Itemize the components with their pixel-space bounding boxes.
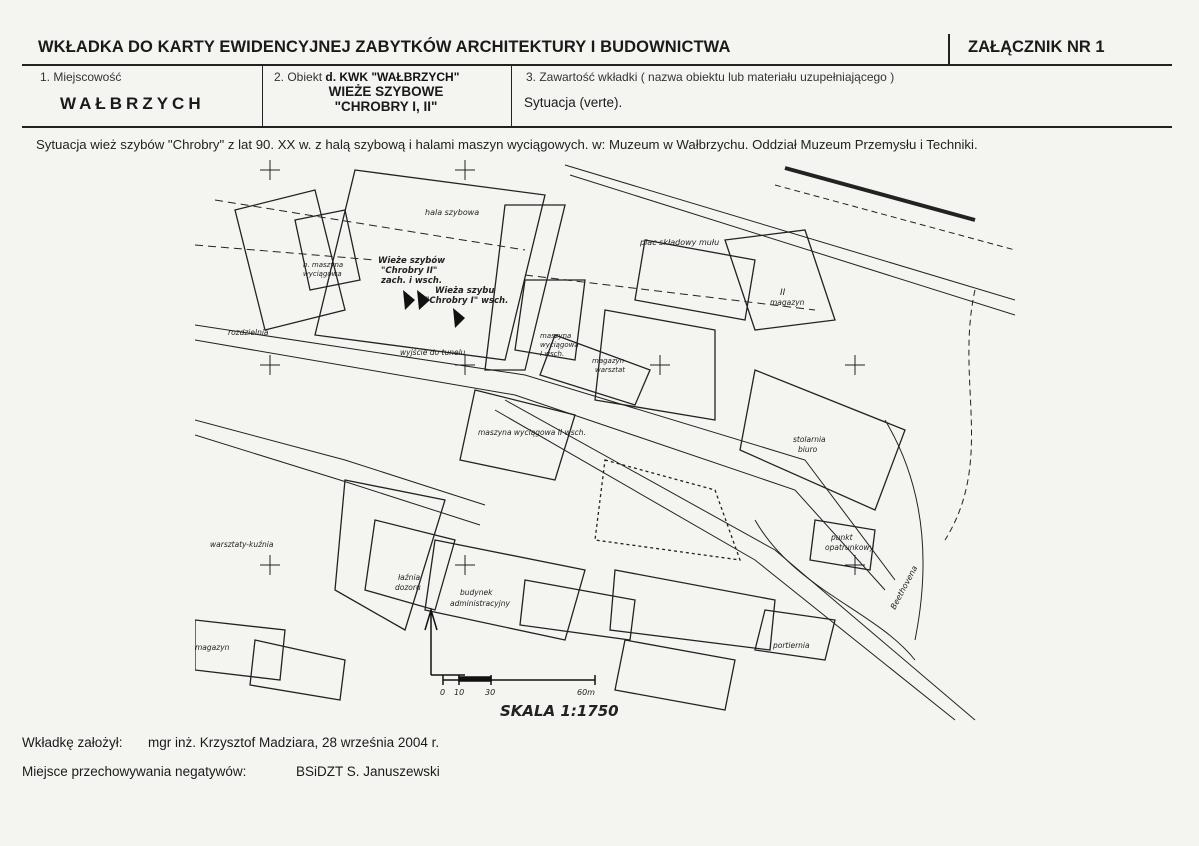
fields-rule bbox=[22, 126, 1172, 128]
scale-tick-10: 10 bbox=[454, 688, 465, 697]
object-name-line-2: "CHROBRY I, II" bbox=[334, 99, 438, 114]
scale-tick-0: 0 bbox=[440, 688, 446, 697]
annex-number: ZAŁĄCZNIK NR 1 bbox=[968, 38, 1105, 56]
place-label: 1. Miejscowość bbox=[40, 70, 122, 84]
label-maszyna-iwsch-1: maszyna bbox=[540, 332, 572, 340]
label-beethovena: Beethovena bbox=[888, 564, 920, 611]
label-punkt-2: opatrunkowy bbox=[825, 543, 874, 552]
storage-value: BSiDZT S. Januszewski bbox=[296, 764, 440, 779]
label-maszyna-zach-2: wyciągowa bbox=[303, 270, 342, 278]
label-wieza-1: Wieża szybu bbox=[435, 286, 495, 296]
map-caption: Sytuacja wież szybów "Chrobry" z lat 90. XX w. z halą szybową i halami maszyn wyciągowych. w: Muzeum w Wałbrzychu. Oddział Muzeum Przemysłu i Techniki. bbox=[36, 137, 978, 152]
label-stolarnia-1: stolarnia bbox=[793, 435, 826, 444]
label-punkt-1: punkt bbox=[831, 533, 853, 542]
label-plac: plac składowy mułu bbox=[640, 238, 720, 247]
label-magazyn-warsztat-1: magazyn- bbox=[592, 357, 627, 365]
founded-value: mgr inż. Krzysztof Madziara, 28 września 2004 r. bbox=[148, 735, 440, 750]
scale-label: SKALA 1:1750 bbox=[500, 702, 619, 720]
label-budynek-1: budynek bbox=[460, 588, 493, 597]
label-rozdzielnia: rozdzielnia bbox=[228, 328, 269, 337]
label-magazyn-ii-2: magazyn bbox=[770, 298, 805, 307]
object-name-line-1: WIEŻE SZYBOWE bbox=[328, 84, 444, 99]
label-wieza-2: "Chrobry I" wsch. bbox=[425, 296, 509, 306]
label-laznia-1: łaźnia bbox=[398, 573, 421, 582]
object-label: 2. Obiekt d. KWK "WAŁBRZYCH" bbox=[274, 70, 460, 84]
place-value: WAŁBRZYCH bbox=[60, 94, 205, 113]
label-wyjscie: wyjście do tunelu bbox=[400, 348, 466, 357]
label-magazyn-ii-1: II bbox=[780, 288, 786, 298]
label-maszyna-iiwsch: maszyna wyciągowa II wsch. bbox=[478, 428, 586, 437]
founded-label: Wkładkę założył: bbox=[22, 735, 123, 750]
label-wieze-1: Wieże szybów bbox=[378, 256, 446, 266]
field-divider-2 bbox=[511, 64, 512, 126]
content-value: Sytuacja (verte). bbox=[524, 95, 623, 110]
site-plan-map bbox=[195, 160, 1015, 722]
storage-label: Miejsce przechowywania negatywów: bbox=[22, 764, 247, 779]
label-portiernia: portiernia bbox=[773, 641, 810, 650]
label-budynek-2: administracyjny bbox=[450, 599, 510, 608]
document-title: WKŁADKA DO KARTY EWIDENCYJNEJ ZABYTKÓW ARCHITEKTURY I BUDOWNICTWA bbox=[38, 38, 731, 56]
label-magazyn-low: magazyn bbox=[195, 643, 230, 652]
label-maszyna-iwsch-2: wyciągowa bbox=[540, 341, 579, 349]
label-maszyna-zach-1: b. maszyna bbox=[303, 261, 344, 269]
header-rule bbox=[22, 64, 1172, 66]
label-hala: hala szybowa bbox=[425, 208, 480, 217]
content-label: 3. Zawartość wkładki ( nazwa obiektu lub materiału uzupełniającego ) bbox=[526, 70, 895, 84]
scale-tick-60: 60m bbox=[577, 688, 595, 697]
label-wieze-2: "Chrobry II" bbox=[381, 266, 438, 276]
label-laznia-2: dozoru bbox=[395, 583, 421, 592]
scale-tick-30: 30 bbox=[485, 688, 496, 697]
label-stolarnia-2: biuro bbox=[798, 445, 818, 454]
object-name bbox=[262, 84, 510, 114]
label-magazyn-warsztat-2: warsztat bbox=[595, 366, 625, 374]
label-maszyna-iwsch-3: I wsch. bbox=[540, 350, 565, 358]
title-divider bbox=[948, 34, 950, 64]
label-wieze-3: zach. i wsch. bbox=[381, 276, 443, 286]
label-warsztaty: warsztaty-kuźnia bbox=[210, 540, 274, 549]
